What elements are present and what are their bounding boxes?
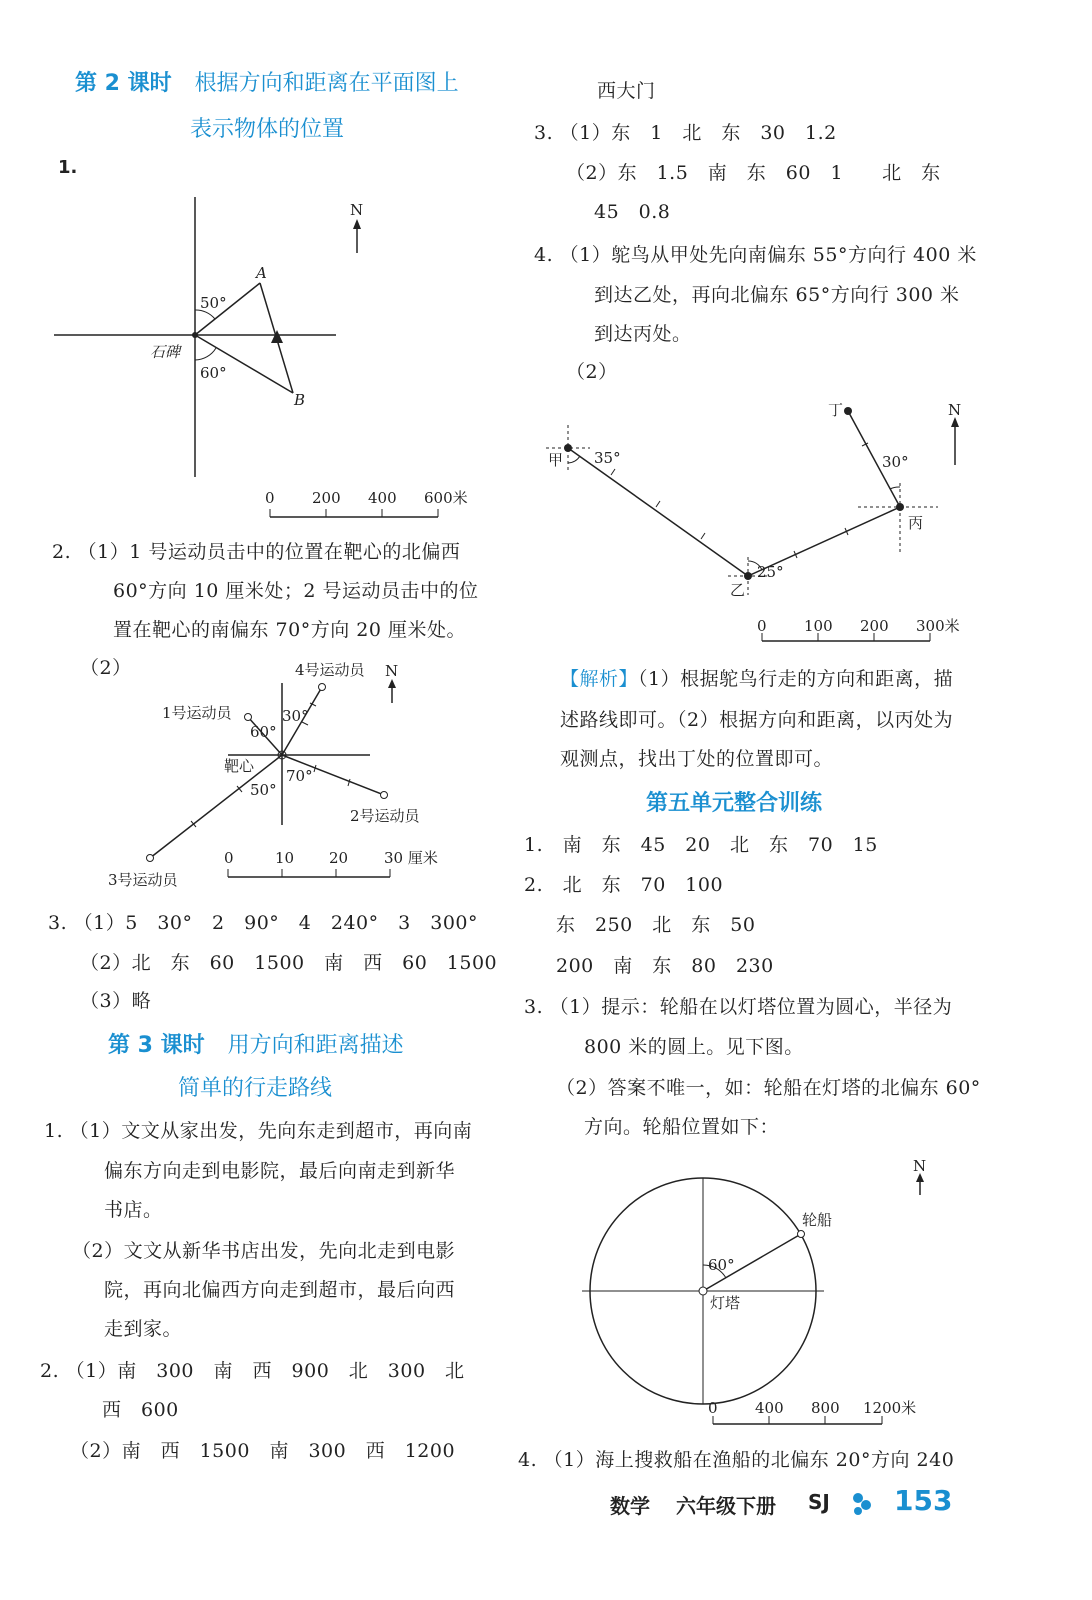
page-number: 153 bbox=[894, 1484, 953, 1517]
lesson-label: 第 2 课时 bbox=[75, 71, 172, 96]
text-line: 走到家。 bbox=[104, 1318, 183, 1340]
angle-label: 60° bbox=[708, 1256, 735, 1274]
diagram-stone-tablet bbox=[40, 195, 520, 525]
athlete-1-label: 1号运动员 bbox=[162, 704, 232, 722]
text-line: 西 600 bbox=[102, 1399, 179, 1421]
footer-edition: SJ bbox=[808, 1490, 830, 1514]
scale-label: 400 bbox=[755, 1399, 784, 1417]
point-jia-label: 甲 bbox=[548, 451, 564, 469]
angle-label: 50° bbox=[250, 781, 277, 799]
unit-title: 第五单元整合训练 bbox=[646, 791, 823, 816]
text-line: 4. （1）鸵鸟从甲处先向南偏东 55°方向行 400 米 bbox=[534, 244, 977, 266]
text-line: 3. （1）提示：轮船在以灯塔位置为圆心，半径为 bbox=[524, 996, 953, 1018]
diagram-target bbox=[100, 655, 500, 895]
lesson-title: 根据方向和距离在平面图上 bbox=[194, 71, 459, 96]
bullseye-label: 靶心 bbox=[224, 757, 255, 775]
angle-label: 60° bbox=[250, 723, 277, 741]
north-label: N bbox=[913, 1157, 927, 1175]
scale-label: 800 bbox=[811, 1399, 840, 1417]
question-number: 1. bbox=[58, 157, 78, 178]
scale-label: 20 bbox=[329, 849, 349, 867]
text-line: 到达丙处。 bbox=[594, 323, 692, 345]
scale-label: 30 厘米 bbox=[384, 849, 438, 867]
text-line: 方向。轮船位置如下： bbox=[584, 1116, 780, 1138]
text-line: 到达乙处，再向北偏东 65°方向行 300 米 bbox=[594, 284, 960, 306]
angle-label: 25° bbox=[757, 563, 784, 581]
text-line: 3. （1）5 30° 2 90° 4 240° 3 300° bbox=[48, 912, 478, 934]
text-line: 4. （1）海上搜救船在渔船的北偏东 20°方向 240 bbox=[518, 1449, 955, 1471]
lesson2-heading bbox=[75, 66, 459, 97]
leaf-icon bbox=[850, 1490, 874, 1516]
text-line: （2）南 西 1500 南 300 西 1200 bbox=[70, 1440, 456, 1462]
athlete-4-label: 4号运动员 bbox=[295, 661, 365, 679]
footer-grade: 六年级下册 bbox=[676, 1494, 776, 1518]
angle-label: 50° bbox=[200, 294, 227, 312]
text-line: 偏东方向走到电影院，最后向南走到新华 bbox=[104, 1160, 456, 1182]
angle-label: 70° bbox=[286, 767, 313, 785]
text-line: 60°方向 10 厘米处；2 号运动员击中的位 bbox=[113, 580, 479, 602]
north-label: N bbox=[385, 662, 399, 680]
text-line: （2）答案不唯一，如：轮船在灯塔的北偏东 60° bbox=[556, 1077, 981, 1099]
text-line: （2）北 东 60 1500 南 西 60 1500 bbox=[80, 952, 498, 974]
diagram-lighthouse-circle bbox=[570, 1155, 970, 1435]
scale-label: 10 bbox=[275, 849, 295, 867]
angle-label: 30° bbox=[882, 453, 909, 471]
athlete-3-label: 3号运动员 bbox=[108, 871, 178, 889]
point-bing-label: 丙 bbox=[908, 514, 924, 532]
text-line: 2. （1）南 300 南 西 900 北 300 北 bbox=[40, 1360, 465, 1382]
text-line: （2）文文从新华书店出发，先向北走到电影 bbox=[72, 1240, 456, 1262]
text-line: 书店。 bbox=[104, 1199, 163, 1221]
text-line: 东 250 北 东 50 bbox=[556, 914, 756, 936]
text-line: 述路线即可。（2）根据方向和距离，以丙处为 bbox=[560, 709, 954, 731]
footer-subject: 数学 bbox=[610, 1494, 650, 1518]
scale-label: 0 bbox=[224, 849, 234, 867]
text-line: 800 米的圆上。见下图。 bbox=[584, 1036, 804, 1058]
text-line: 3. （1）东 1 北 东 30 1.2 bbox=[534, 122, 837, 144]
angle-label: 30° bbox=[282, 707, 309, 725]
ship-label: 轮船 bbox=[802, 1211, 833, 1229]
scale-label: 0 bbox=[708, 1399, 718, 1417]
text-line: （3）略 bbox=[80, 990, 152, 1012]
text-line: 45 0.8 bbox=[594, 201, 671, 223]
scale-label: 0 bbox=[265, 489, 275, 507]
lesson3-heading bbox=[108, 1028, 404, 1059]
point-ding-label: 丁 bbox=[828, 401, 844, 419]
text-line: 西大门 bbox=[597, 80, 656, 102]
text-line: 1. （1）文文从家出发，先向东走到超市，再向南 bbox=[44, 1120, 473, 1142]
text-line: 院，再向北偏西方向走到超市，最后向西 bbox=[104, 1279, 456, 1301]
point-b-label: B bbox=[294, 391, 306, 409]
text-line: （2） bbox=[566, 361, 618, 383]
lesson2-subtitle: 表示物体的位置 bbox=[190, 117, 345, 142]
text-line: 1. 南 东 45 20 北 东 70 15 bbox=[524, 834, 878, 856]
lighthouse-label: 灯塔 bbox=[710, 1294, 741, 1312]
scale-label: 600米 bbox=[424, 489, 468, 507]
north-label: N bbox=[350, 201, 364, 219]
angle-label: 35° bbox=[594, 449, 621, 467]
north-label: N bbox=[948, 401, 962, 419]
text-line: 200 南 东 80 230 bbox=[556, 955, 774, 977]
origin-label: 石碑 bbox=[150, 343, 181, 361]
text-line: （2） bbox=[80, 657, 132, 679]
text-line: 2. 北 东 70 100 bbox=[524, 874, 724, 896]
scale-label: 100 bbox=[804, 617, 833, 635]
scale-label: 200 bbox=[860, 617, 889, 635]
analysis-line bbox=[560, 664, 953, 691]
text-line: 2. （1）1 号运动员击中的位置在靶心的北偏西 bbox=[52, 541, 461, 563]
scale-label: 300米 bbox=[916, 617, 960, 635]
athlete-2-label: 2号运动员 bbox=[350, 807, 420, 825]
lesson-title: 用方向和距离描述 bbox=[227, 1033, 404, 1058]
text-line: 观测点，找出丁处的位置即可。 bbox=[560, 748, 834, 770]
point-a-label: A bbox=[256, 264, 267, 282]
lesson3-subtitle: 简单的行走路线 bbox=[178, 1076, 333, 1101]
lesson-label: 第 3 课时 bbox=[108, 1033, 205, 1058]
scale-label: 0 bbox=[757, 617, 767, 635]
analysis-text: （1）根据鸵鸟行走的方向和距离，描 bbox=[638, 668, 954, 690]
scale-label: 1200米 bbox=[863, 1399, 917, 1417]
text-line: 置在靶心的南偏东 70°方向 20 厘米处。 bbox=[113, 619, 466, 641]
scale-label: 400 bbox=[368, 489, 397, 507]
scale-label: 200 bbox=[312, 489, 341, 507]
angle-label: 60° bbox=[200, 364, 227, 382]
point-yi-label: 乙 bbox=[730, 581, 746, 599]
analysis-tag: 【解析】 bbox=[560, 668, 639, 690]
text-line: （2）东 1.5 南 东 60 1 北 东 bbox=[566, 162, 941, 184]
diagram-ostrich-route bbox=[540, 395, 980, 645]
